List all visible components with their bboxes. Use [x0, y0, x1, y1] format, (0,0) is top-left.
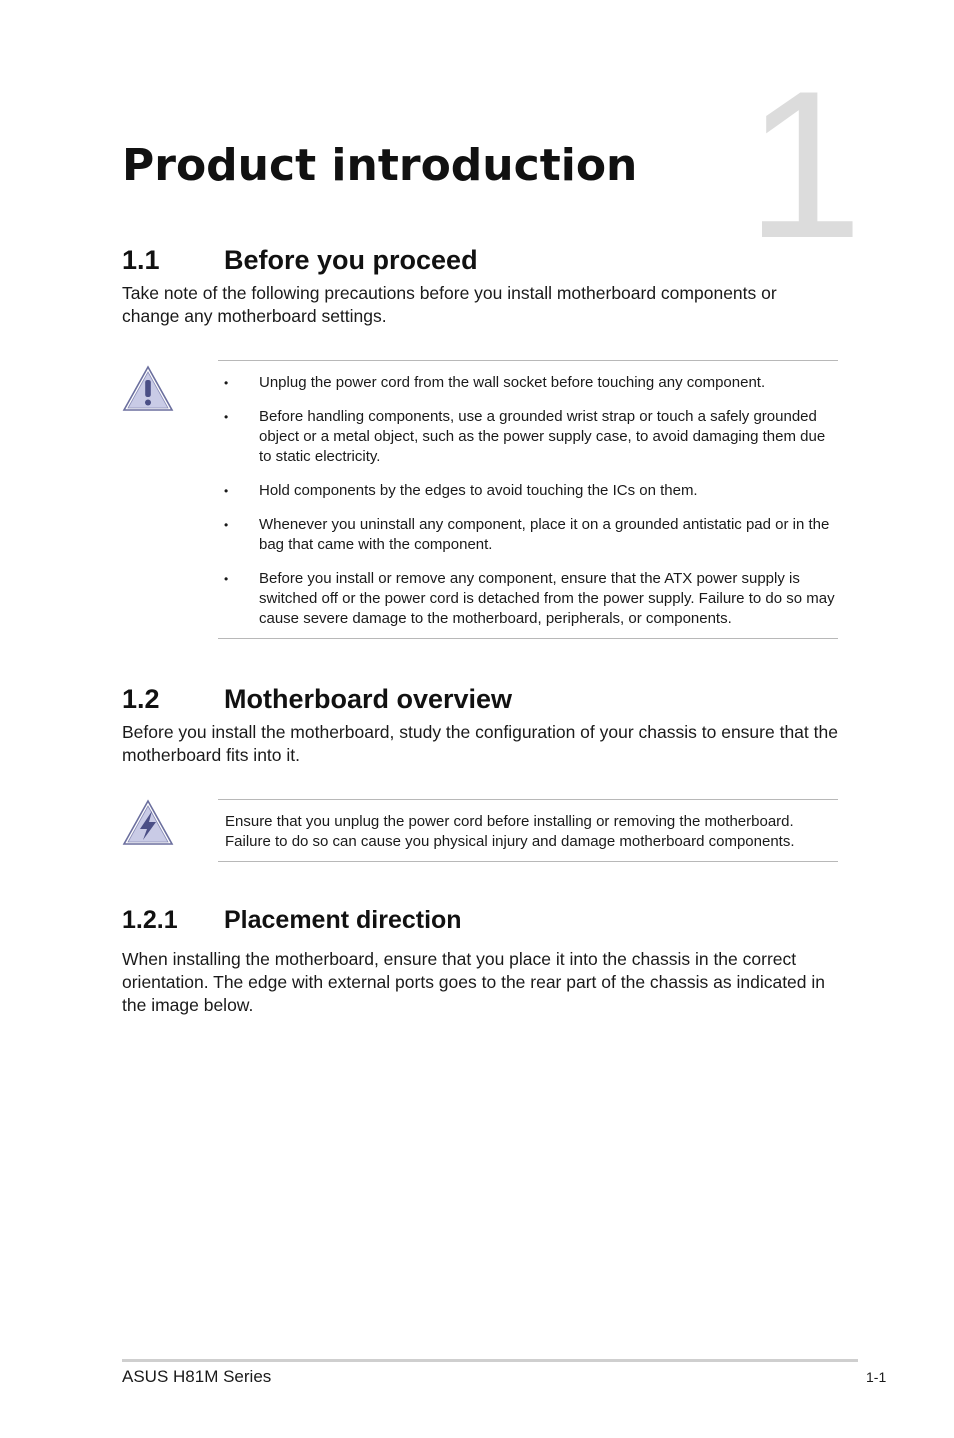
- section-intro-1-1: Take note of the following precautions before you install motherboard components or change any motherboard settings.: [122, 283, 777, 326]
- chapter-title: Product introduction: [122, 140, 638, 191]
- page-number: 1-1: [866, 1369, 887, 1385]
- footer-product-name: ASUS H81M Series: [122, 1367, 272, 1386]
- section-number: 1.2.1: [122, 906, 178, 934]
- footer-divider: [122, 1359, 858, 1362]
- section-intro-1-2: Before you install the motherboard, study the configuration of your chassis to ensure that the motherboard fits into it.: [122, 722, 838, 765]
- section-title: Motherboard overview: [224, 684, 513, 714]
- electric-hazard-icon: [122, 798, 174, 846]
- list-item: • Hold components by the edges to avoid touching the ICs on them.: [224, 482, 698, 499]
- section-number: 1.2: [122, 684, 160, 714]
- bullet-icon: •: [224, 376, 229, 390]
- precautions-list: [218, 373, 838, 629]
- section-title: Before you proceed: [224, 245, 478, 275]
- caution-box: [218, 799, 838, 862]
- section-body-1-2-1: When installing the motherboard, ensure that you place it into the chassis in the correct orientation. The edge with external ports goes to the rear part of the chassis as indicated in the image below.: [122, 949, 826, 1015]
- chapter-number: 1: [746, 47, 863, 282]
- precautions-box: [218, 360, 838, 639]
- bullet-icon: •: [224, 410, 229, 424]
- section-heading-1-2-1: [122, 905, 462, 935]
- warning-icon: [122, 364, 174, 412]
- list-item: • Whenever you uninstall any component, place it on a grounded antistatic pad or in the bag that came with the component.: [224, 516, 830, 553]
- bullet-icon: •: [224, 572, 229, 586]
- list-item: • Unplug the power cord from the wall socket before touching any component.: [224, 374, 766, 391]
- bullet-icon: •: [224, 518, 229, 532]
- list-item: • Before you install or remove any component, ensure that the ATX power supply is switched off or the power cord is detached from the power supply. Failure to do so may cause severe damage to the motherboard, peripherals, or components.: [224, 570, 835, 627]
- caution-text: Ensure that you unplug the power cord before installing or removing the motherboard. Failure to do so can cause you physical injury and damage motherboard components.: [225, 813, 795, 850]
- list-item: • Before handling components, use a grounded wrist strap or touch a safely grounded object or a metal object, such as the power supply case, to avoid damaging them due to static electricity.: [224, 408, 826, 465]
- section-title: Placement direction: [224, 906, 462, 934]
- section-heading-1-1: [122, 244, 478, 276]
- section-heading-1-2: [122, 683, 512, 715]
- section-number: 1.1: [122, 245, 160, 275]
- bullet-icon: •: [224, 484, 229, 498]
